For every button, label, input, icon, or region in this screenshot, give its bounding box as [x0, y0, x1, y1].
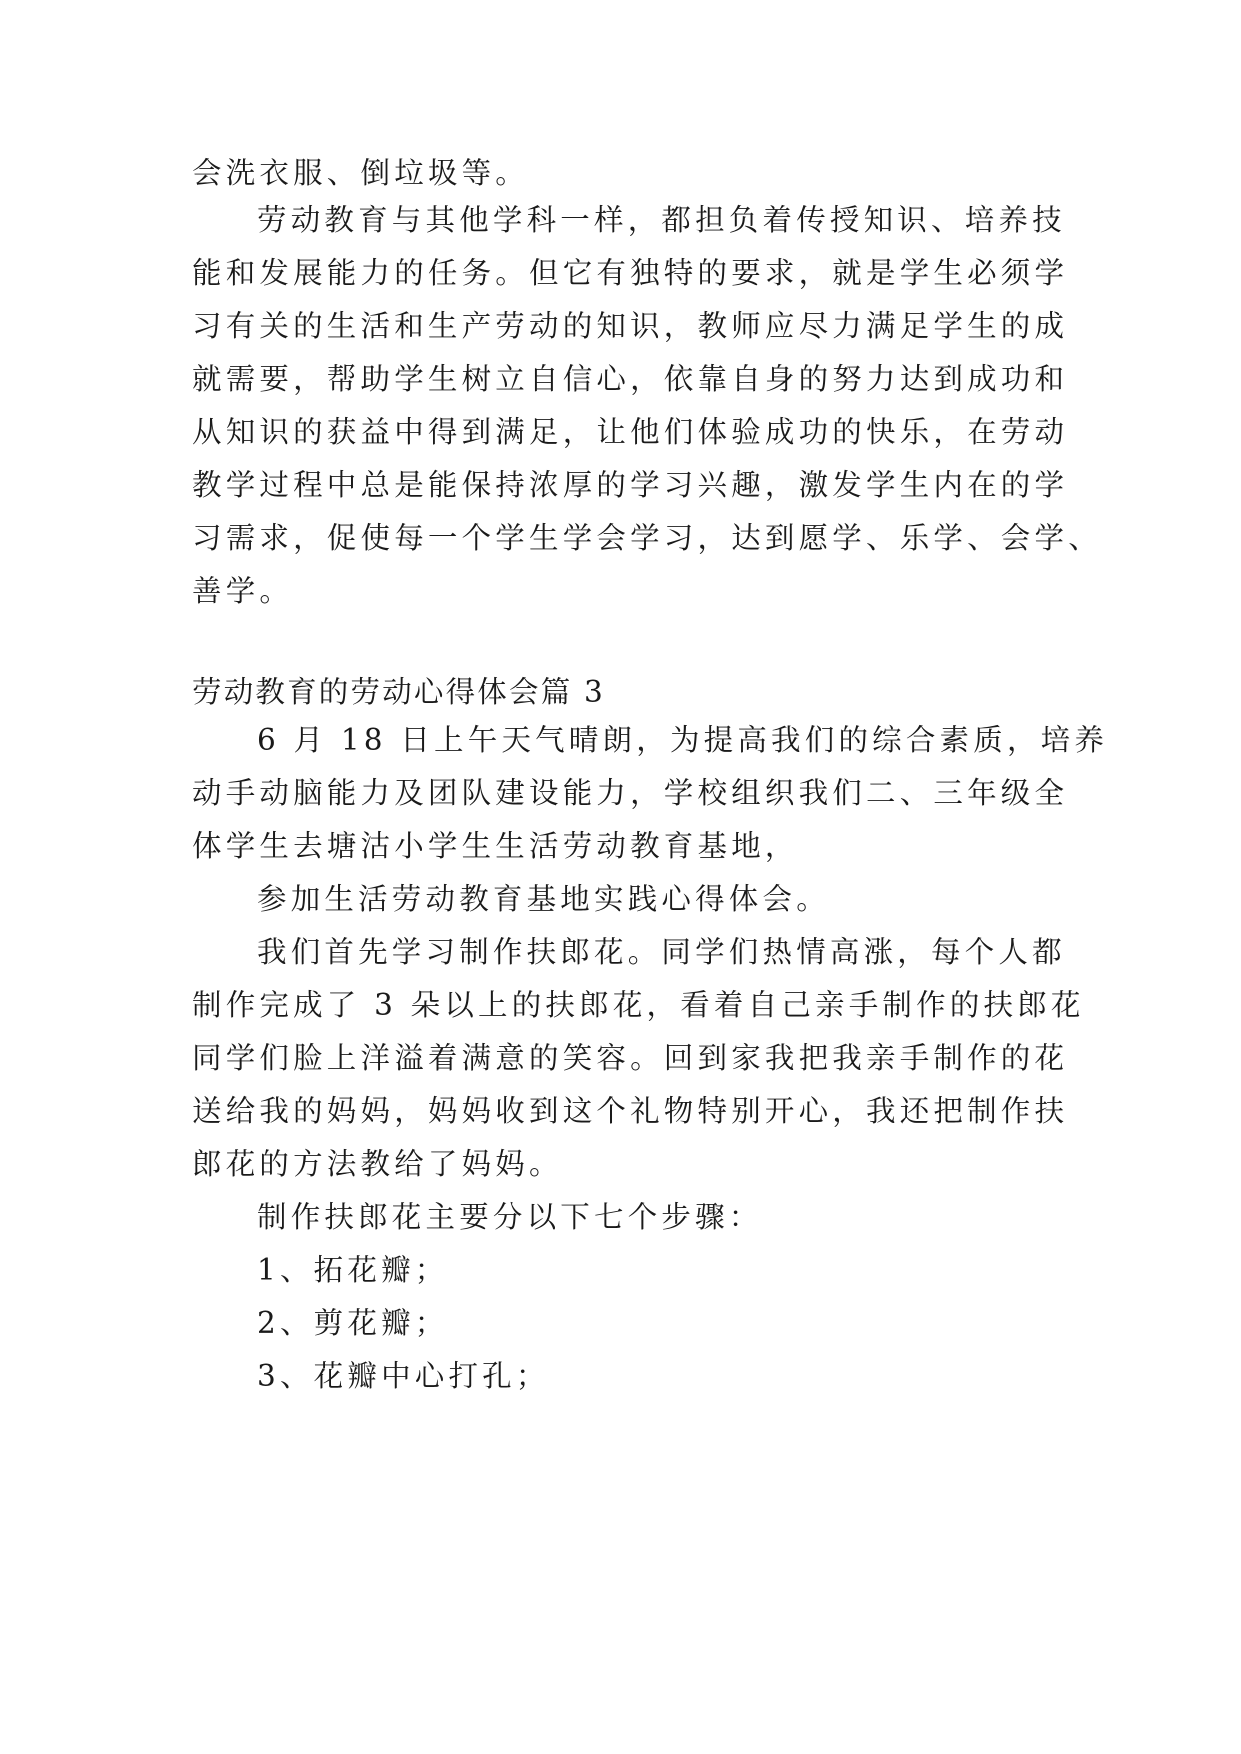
list-item: 2、剪花瓣； [257, 1306, 449, 1340]
list-item: 1、拓花瓣； [257, 1253, 449, 1287]
paragraph-line: 从知识的获益中得到满足，让他们体验成功的快乐，在劳动 [192, 415, 1069, 449]
paragraph-line: 能和发展能力的任务。但它有独特的要求，就是学生必须学 [192, 256, 1069, 290]
paragraph-line: 善学。 [192, 574, 294, 608]
paragraph-line: 我们首先学习制作扶郎花。同学们热情高涨，每个人都 [257, 935, 1066, 969]
paragraph-line: 同学们脸上洋溢着满意的笑容。回到家我把我亲手制作的花 [192, 1041, 1069, 1075]
paragraph-line: 教学过程中总是能保持浓厚的学习兴趣，激发学生内在的学 [192, 468, 1069, 502]
list-item: 3、花瓣中心打孔； [257, 1359, 550, 1393]
paragraph-line: 习有关的生活和生产劳动的知识，教师应尽力满足学生的成 [192, 309, 1069, 343]
section-heading: 劳动教育的劳动心得体会篇 3 [192, 675, 605, 709]
paragraph-line: 劳动教育与其他学科一样，都担负着传授知识、培养技 [257, 203, 1066, 237]
paragraph-line: 郎花的方法教给了妈妈。 [192, 1147, 563, 1181]
paragraph-line: 送给我的妈妈，妈妈收到这个礼物特别开心，我还把制作扶 [192, 1094, 1069, 1128]
paragraph-line: 会洗衣服、倒垃圾等。 [192, 156, 530, 190]
paragraph-line: 参加生活劳动教育基地实践心得体会。 [257, 882, 830, 916]
paragraph-line: 动手动脑能力及团队建设能力，学校组织我们二、三年级全 [192, 776, 1069, 810]
paragraph-line: 体学生去塘沽小学生生活劳动教育基地， [192, 829, 799, 863]
paragraph-line: 习需求，促使每一个学生学会学习，达到愿学、乐学、会学、 [192, 521, 1102, 555]
paragraph-line: 制作完成了 3 朵以上的扶郎花，看着自己亲手制作的扶郎花 [192, 988, 1085, 1022]
paragraph-line: 制作扶郎花主要分以下七个步骤： [257, 1200, 763, 1234]
paragraph-line: 就需要，帮助学生树立自信心，依靠自身的努力达到成功和 [192, 362, 1069, 396]
paragraph-line: 6 月 18 日上午天气晴朗，为提高我们的综合素质，培养 [257, 723, 1109, 757]
